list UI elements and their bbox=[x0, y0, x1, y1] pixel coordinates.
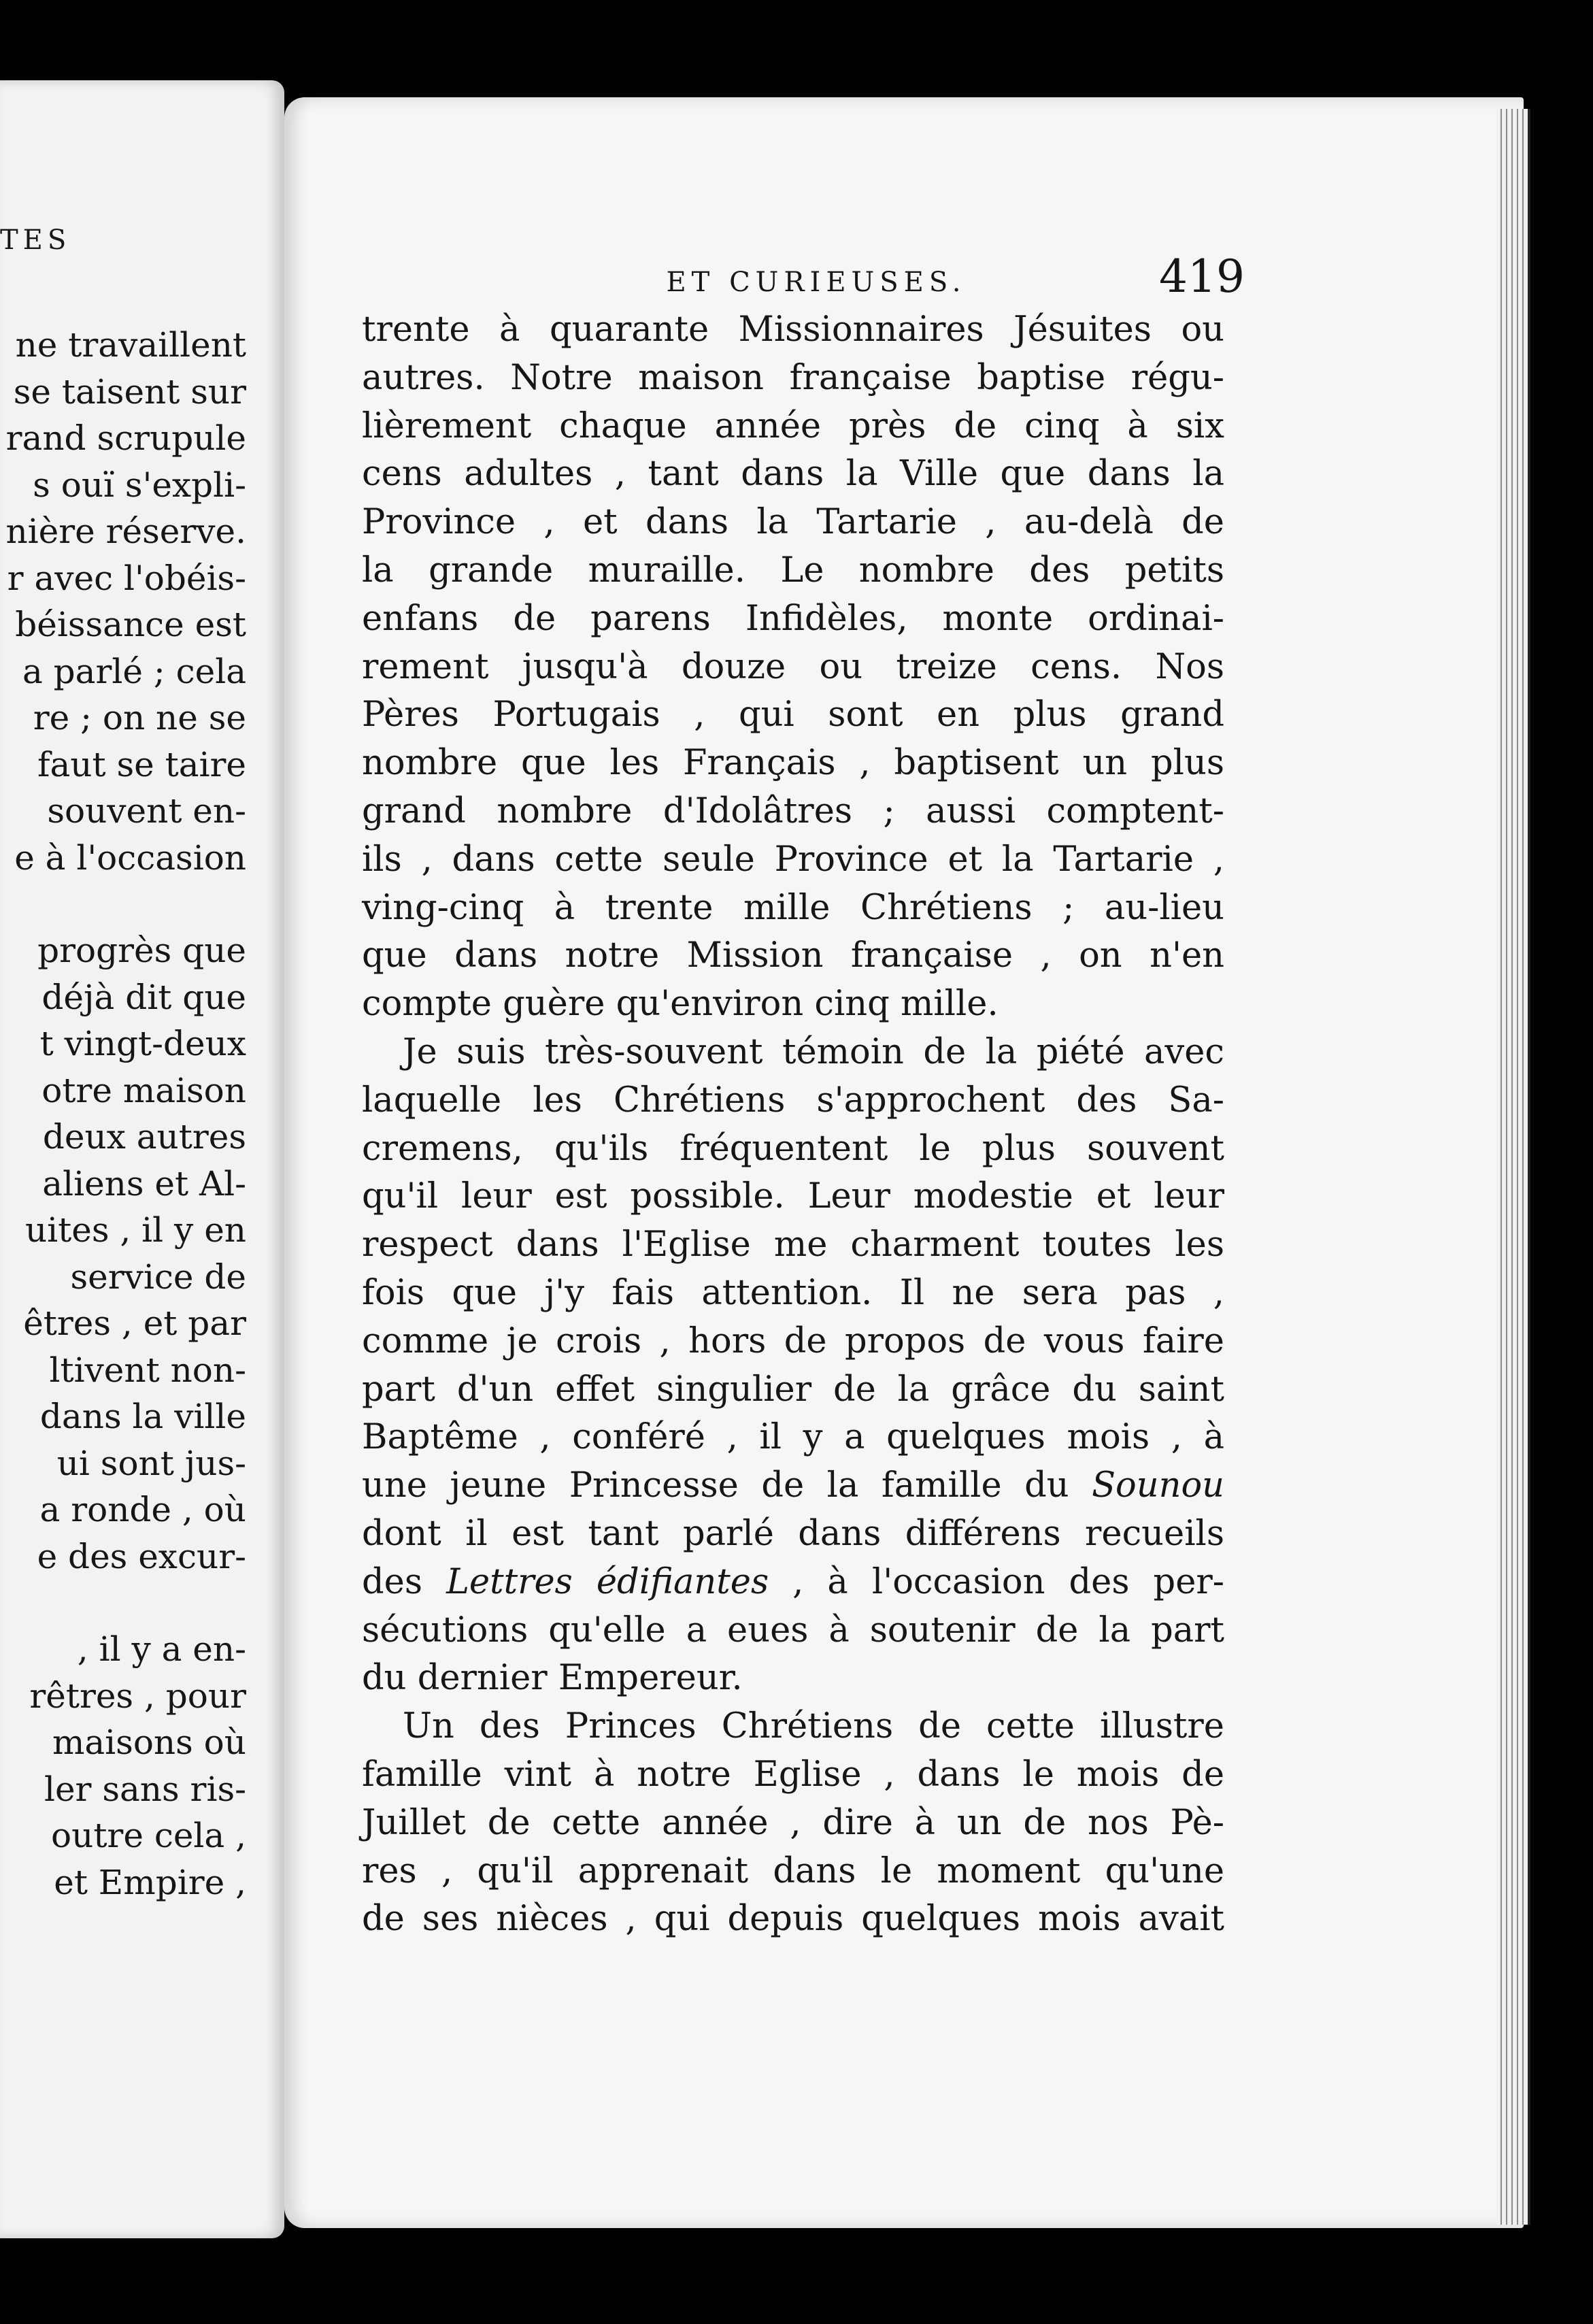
running-head: ET CURIEUSES. bbox=[666, 267, 967, 298]
text-line: dont il est tant parlé dans différens recueils bbox=[362, 1513, 1224, 1554]
page-number: 419 bbox=[1159, 250, 1245, 303]
text-line: ltivent non- bbox=[49, 1350, 246, 1390]
text-line: t vingt-deux bbox=[39, 1024, 246, 1063]
text-line: aliens et Al- bbox=[42, 1163, 246, 1204]
text-line: e des excur- bbox=[37, 1536, 246, 1576]
text-line: déjà dit que bbox=[41, 977, 246, 1017]
text-line: la grande muraille. Le nombre des petits bbox=[362, 550, 1224, 591]
text-line: famille vint à notre Eglise , dans le mois de bbox=[362, 1754, 1224, 1795]
text-line: rement jusqu'à douze ou treize cens. Nos bbox=[362, 646, 1224, 687]
text-line: autres. Notre maison française baptise régu- bbox=[362, 357, 1224, 398]
text-line: rand scrupule bbox=[5, 418, 246, 458]
paragraph-gap bbox=[0, 881, 246, 927]
italic-title: Lettres édifiantes bbox=[446, 1561, 769, 1602]
text-line bbox=[362, 1559, 1224, 1607]
text-line: trente à quarante Missionnaires Jésuites ou bbox=[362, 310, 1224, 350]
text-line: enfans de parens Infidèles, monte ordinai- bbox=[362, 598, 1224, 639]
text-line: respect dans l'Eglise me charment toutes les bbox=[362, 1225, 1224, 1265]
text-line: du dernier Empereur. bbox=[362, 1658, 743, 1699]
text-line: , il y a en- bbox=[77, 1629, 246, 1669]
text-line: dans la ville bbox=[39, 1397, 246, 1436]
text-line: et Empire , bbox=[54, 1862, 246, 1902]
text-line: Province , et dans la Tartarie , au-delà de bbox=[362, 502, 1224, 543]
text-line: souvent en- bbox=[47, 791, 246, 831]
text-line: qu'il leur est possible. Leur modestie et leur bbox=[362, 1176, 1224, 1217]
text-line: s ouï s'expli- bbox=[33, 465, 246, 505]
text-line: laquelle les Chrétiens s'approchent des Sa- bbox=[362, 1080, 1224, 1120]
text-line: maisons où bbox=[52, 1723, 246, 1762]
text-line: rêtres , pour bbox=[29, 1676, 246, 1716]
text-line: part d'un effet singulier de la grâce du saint bbox=[362, 1369, 1224, 1410]
text-line: outre cela , bbox=[51, 1816, 246, 1855]
text-line: cremens, qu'ils fréquentent le plus souvent bbox=[362, 1128, 1224, 1169]
text-line: service de bbox=[70, 1257, 246, 1297]
text-line: grand nombre d'Idolâtres ; aussi comptent- bbox=[362, 791, 1224, 831]
text-line: fois que j'y fais attention. Il ne sera pas , bbox=[362, 1272, 1224, 1313]
text-line: ler sans ris- bbox=[44, 1769, 246, 1809]
text-line: progrès que bbox=[37, 931, 246, 970]
text-line: deux autres bbox=[42, 1117, 246, 1157]
text-line: Pères Portugais , qui sont en plus grand bbox=[362, 695, 1224, 735]
text-line: sécutions qu'elle a eues à soutenir de la part bbox=[362, 1610, 1224, 1650]
text-line: de ses nièces , qui depuis quelques mois avait bbox=[362, 1899, 1224, 1940]
paragraph-gap bbox=[0, 1580, 246, 1626]
text-line: ils , dans cette seule Province et la Tartarie , bbox=[362, 839, 1224, 880]
text-line: Un des Princes Chrétiens de cette illustre bbox=[403, 1706, 1224, 1747]
text-line: uites , il y en bbox=[24, 1210, 246, 1250]
text-line: que dans notre Mission française , on n'en bbox=[362, 935, 1224, 976]
text-line: Baptême , conféré , il y a quelques mois , à bbox=[362, 1417, 1224, 1458]
left-text-block bbox=[0, 322, 246, 1906]
text-line: comme je crois , hors de propos de vous faire bbox=[362, 1321, 1224, 1361]
text-line: Je suis très-souvent témoin de la piété avec bbox=[403, 1031, 1224, 1072]
text-line: êtres , et par bbox=[23, 1304, 246, 1343]
text-line: a parlé ; cela bbox=[22, 651, 246, 691]
text-line: r avec l'obéis- bbox=[7, 558, 246, 598]
text-line bbox=[362, 1462, 1224, 1510]
text-line: ne travaillent bbox=[15, 325, 246, 365]
text-line: Juillet de cette année , dire à un de nos Pè- bbox=[362, 1802, 1224, 1843]
left-page bbox=[0, 80, 284, 2238]
italic-name: Sounou bbox=[1092, 1465, 1224, 1506]
text-line: e à l'occasion bbox=[14, 837, 246, 878]
text-line: ving-cinq à trente mille Chrétiens ; au-lieu bbox=[362, 887, 1224, 928]
text-line: faut se taire bbox=[37, 744, 246, 784]
left-running-head: TES bbox=[0, 225, 71, 256]
text-line: ui sont jus- bbox=[56, 1443, 246, 1483]
text-line: compte guère qu'environ cinq mille. bbox=[362, 984, 999, 1025]
text-line: re ; on ne se bbox=[33, 698, 246, 737]
text-line: lièrement chaque année près de cinq à six bbox=[362, 405, 1224, 446]
text-line: nière réserve. bbox=[5, 512, 246, 551]
text-line: nombre que les Français , baptisent un plus bbox=[362, 743, 1224, 784]
text-line: béissance est bbox=[15, 605, 246, 644]
text-line-end: , à l'occasion des per- bbox=[769, 1561, 1224, 1602]
page-edge-stack bbox=[1496, 109, 1530, 2225]
text-line-start: des bbox=[362, 1561, 423, 1602]
text-line: cens adultes , tant dans la Ville que dans la bbox=[362, 454, 1224, 495]
text-line-start: une jeune Princesse de la famille du bbox=[362, 1465, 1069, 1506]
text-line: se taisent sur bbox=[13, 371, 246, 412]
text-line: res , qu'il apprenait dans le moment qu'une bbox=[362, 1850, 1224, 1891]
right-text-block bbox=[362, 306, 1224, 1944]
text-line: otre maison bbox=[41, 1070, 246, 1110]
text-line: a ronde , où bbox=[39, 1490, 246, 1529]
